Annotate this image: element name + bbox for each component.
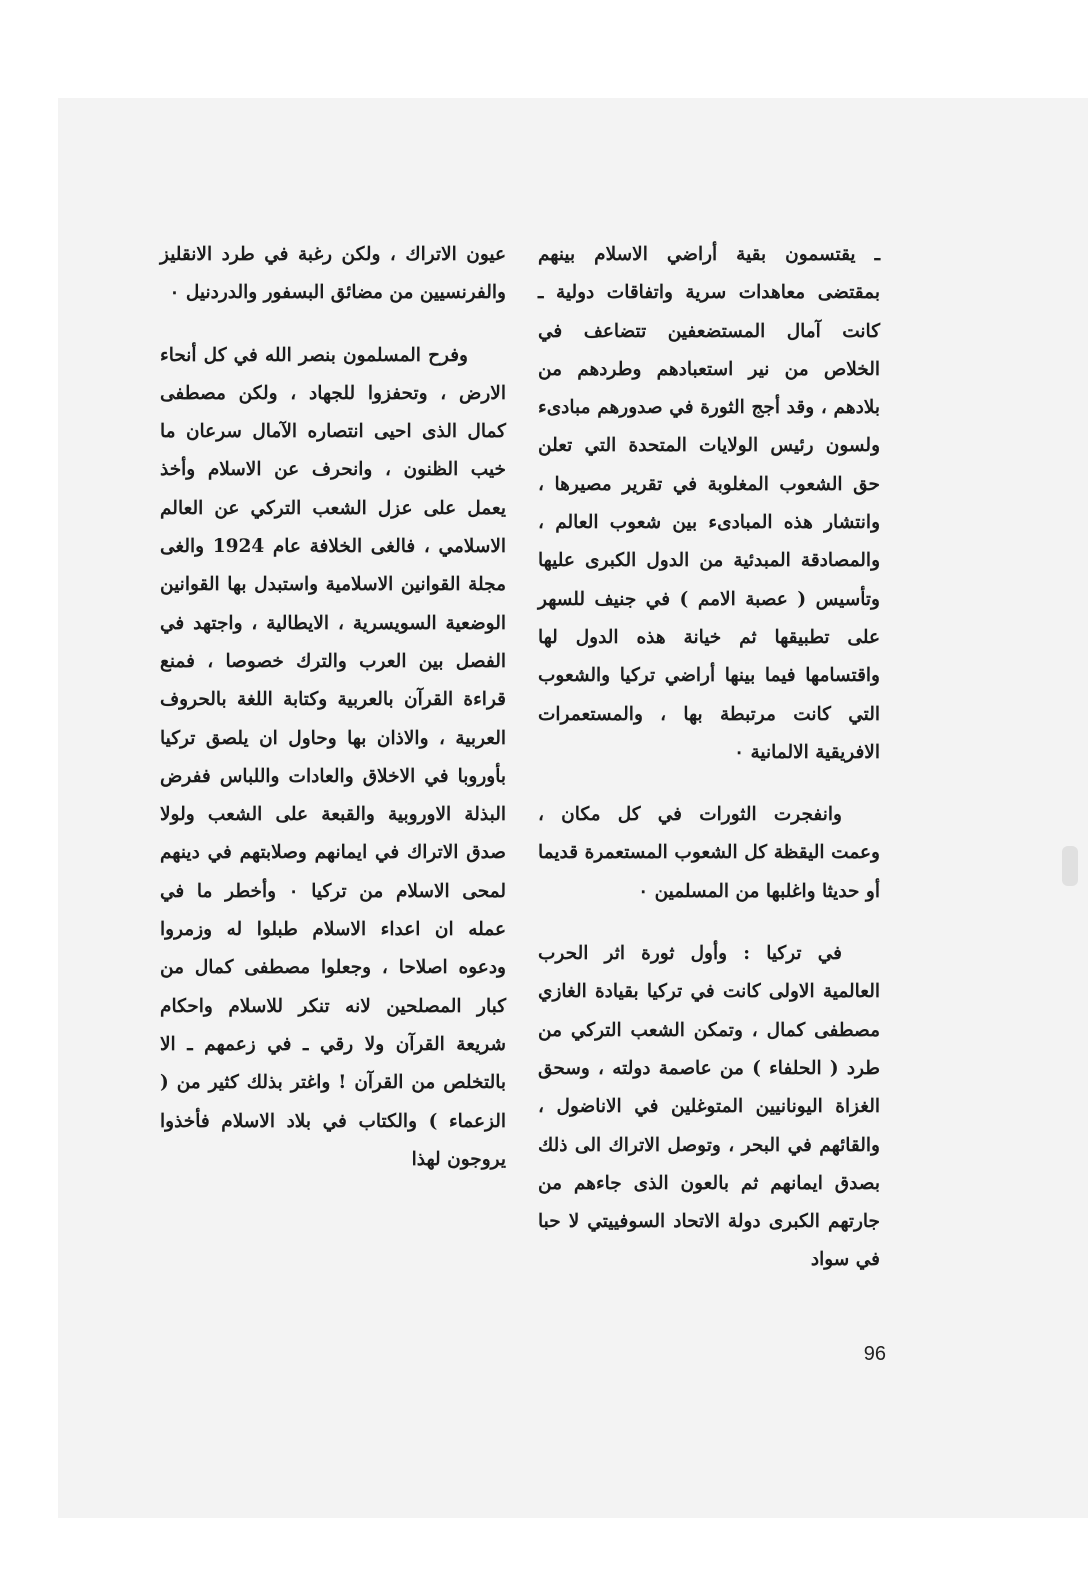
left-text-column — [160, 236, 506, 1179]
paragraph-turkey-text: وأول ثورة اثر الحرب العالمية الاولى كانت في تركيا بقيادة الغازي مصطفى كمال ، وتمكن الشعب التركي من طرد ( الحلفاء ) من عاصمة دولته ، وسحق الغزاة اليونانيين المتوغلين في الاناضول ، والقائهم في البحر ، وتوصل الاتراك الى ذلك بصدق ايمانهم ثم بالعون الذى جاءهم من جارتهم الكبرى دولة الاتحاد السوفييتي لا حبا في سواد — [538, 943, 880, 1271]
page-number: 96 — [863, 1343, 886, 1365]
paragraph-kemal: وفرح المسلمون بنصر الله في كل أنحاء الارض ، وتحفزوا للجهاد ، ولكن مصطفى كمال الذى احيى انتصاره الآمال سرعان ما خيب الظنون ، وانحرف عن الاسلام وأخذ يعمل على عزل الشعب التركي عن العالم الاسلامي ، فالغى الخلافة عام 1924 والغى مجلة القوانين الاسلامية واستبدل بها القوانين الوضعية السويسرية ، الايطالية ، واجتهد في الفصل بين العرب والترك خصوصا ، فمنع قراءة القرآن بالعربية وكتابة اللغة بالحروف العربية ، والاذان بها وحاول ان يلصق تركيا بأوروبا في الاخلاق والعادات واللباس ففرض البذلة الاوروبية والقبعة على الشعب ولولا صدق الاتراك في ايمانهم وصلابتهم في دينهم لمحى الاسلام من تركيا ٠ وأخطر ما في عمله ان اعداء الاسلام طبلوا له وزمروا ودعوه اصلاحا ، وجعلوا مصطفى كمال من كبار المصلحين لانه تنكر للاسلام واحكام شريعة القرآن ولا رقي ـ في زعمهم ـ الا بالتخلص من القرآن ! واغتر بذلك كثير من ( الزعماء ) والكتاب في بلاد الاسلام فأخذوا يروجون لهذا — [160, 344, 507, 1170]
paragraph-gap — [538, 911, 880, 935]
paragraph-gap — [160, 313, 506, 337]
paragraph-revolutions: وانفجرت الثورات في كل مكان ، وعمت اليقظة كل الشعوب المستعمرة قديما أو حديثا واغلبها من المسلمين ٠ — [538, 804, 880, 902]
right-text-column — [538, 236, 880, 1280]
paragraph-turkey — [538, 935, 880, 1280]
paragraph-intro: ـ يقتسمون بقية أراضي الاسلام بينهم بمقتضى معاهدات سرية واتفاقات دولية ـ كانت آمال المستضعفين تتضاعف في الخلاص من نير استعبادهم وطردهم من بلادهم ، وقد أجج الثورة في صدورهم مبادىء ولسون رئيس الولايات المتحدة التي تعلن حق الشعوب المغلوبة في تقرير مصيرها ، وانتشار هذه المبادىء بين شعوب العالم ، والمصادقة المبدئية من الدول الكبرى عليها وتأسيس ( عصبة الامم ) في جنيف للسهر على تطبيقها ثم خيانة هذه الدول لها واقتسامها فيما بينها أراضي تركيا والشعوب التي كانت مرتبطة بها ، والمستعمرات الافريقية الالمانية ٠ — [538, 244, 880, 763]
section-lead-turkey: في تركيا : — [743, 943, 842, 965]
paragraph-continuation: عيون الاتراك ، ولكن رغبة في طرد الانقليز والفرنسيين من مضائق البسفور والدردنيل ٠ — [160, 244, 506, 304]
paragraph-gap — [538, 772, 880, 796]
scan-edge-mark — [1062, 846, 1078, 886]
